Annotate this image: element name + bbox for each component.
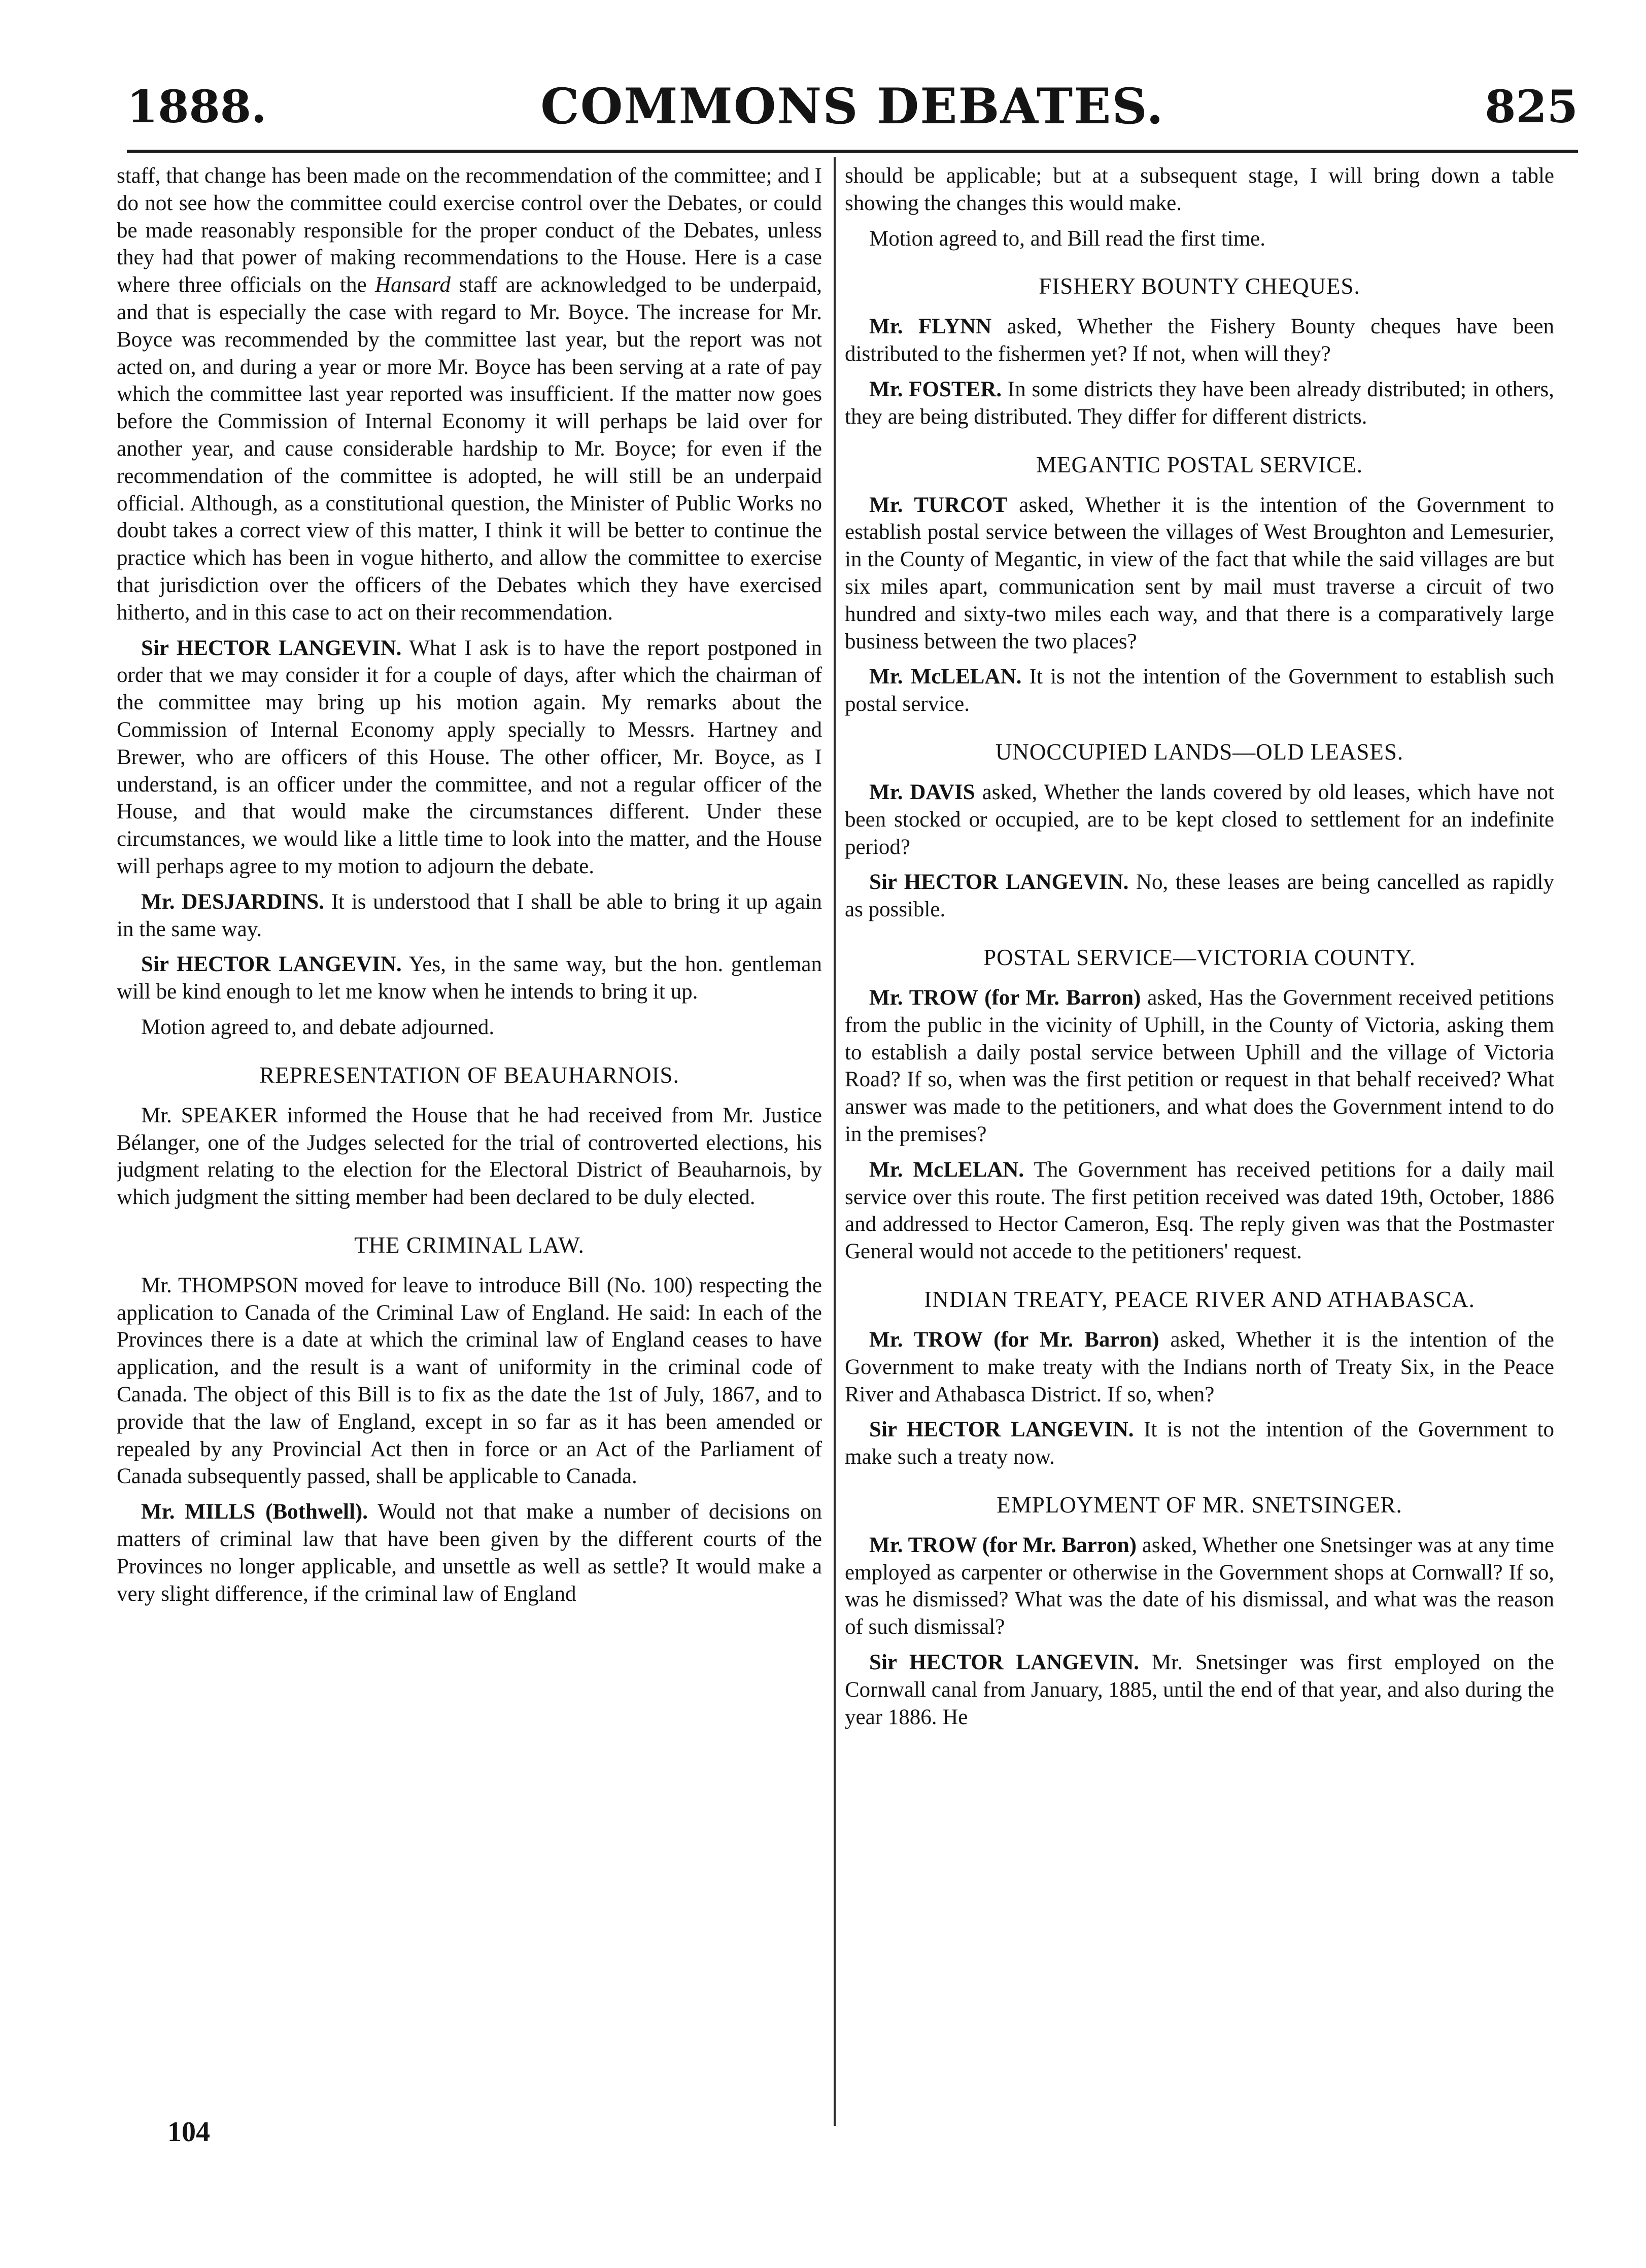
paragraph: should be applicable; but at a subsequent stage, I will bring down a table showing the changes this would make. bbox=[845, 164, 1554, 215]
paragraph: Mr. TURCOT asked, Whether it is the intention of the Government to establish postal service between the villages of West Broughton and Lemesurier, in the County of Megantic, in view of the fact that while the said villages are but six miles apart, communication sent by mail must traverse a circuit of two hundred and sixty-two miles each way, and that there is a comparatively large business between the two places? bbox=[845, 493, 1554, 654]
speaker-name: Mr. TROW (for Mr. Barron) bbox=[869, 985, 1141, 1010]
paragraph: Mr. DESJARDINS. It is understood that I shall be able to bring it up again in the same way. bbox=[117, 889, 822, 941]
paragraph: Mr. DAVIS asked, Whether the lands covered by old leases, which have not been stocked or occupied, are to be kept closed to settlement for an indefinite period? bbox=[845, 780, 1554, 859]
speaker-name: Sir HECTOR LANGEVIN. bbox=[141, 636, 402, 660]
paragraph: Sir HECTOR LANGEVIN. Mr. Snetsinger was first employed on the Cornwall canal from January, 1885, until the end of that year, and also during the year 1886. He bbox=[845, 1651, 1554, 1729]
speaker-name: Sir HECTOR LANGEVIN. bbox=[869, 870, 1129, 895]
speaker-name: Mr. MILLS (Bothwell). bbox=[141, 1500, 368, 1524]
speaker-name: Mr. TROW (for Mr. Barron) bbox=[869, 1327, 1159, 1352]
header-title: COMMONS DEBATES. bbox=[540, 78, 1164, 135]
paragraph: Mr. TROW (for Mr. Barron) asked, Whether it is the intention of the Government to make treaty with the Indians north of Treaty Six, in the Peace River and Athabasca District. If so, when? bbox=[845, 1327, 1554, 1406]
paragraph: Sir HECTOR LANGEVIN. What I ask is to have the report postponed in order that we may consider it for a couple of days, after which the chairman of the committee may bring up his motion again. My remarks about the Commission of Internal Economy apply specially to Messrs. Hartney and Brewer, who are officers of this House. The other officer, Mr. Boyce, as I understand, is an officer under the committee, and not a regular officer of the House, and that would make the circumstances different. Under these circumstances, we would like a little time to look into the matter, and the House will perhaps agree to my motion to adjourn the debate. bbox=[117, 636, 822, 878]
paragraph: Sir HECTOR LANGEVIN. Yes, in the same way, but the hon. gentleman will be kind enough to let me know when he intends to bring it up. bbox=[117, 952, 822, 1004]
signature-mark: 104 bbox=[167, 2116, 210, 2148]
speaker-name: Mr. McLELAN. bbox=[869, 665, 1022, 689]
section-heading: UNOCCUPIED LANDS—OLD LEASES. bbox=[995, 739, 1404, 765]
paragraph: Motion agreed to, and debate adjourned. bbox=[141, 1015, 495, 1039]
paragraph: Mr. MILLS (Bothwell). Would not that make a number of decisions on matters of criminal law that have been given by the different courts of the Provinces no longer applicable, and unsettle as well as settle? It would make a very slight difference, if the criminal law of England bbox=[117, 1500, 822, 1606]
speaker-name: Sir HECTOR LANGEVIN. bbox=[869, 1651, 1140, 1675]
speaker-name: Mr. McLELAN. bbox=[869, 1157, 1024, 1182]
right-column bbox=[845, 162, 1554, 2131]
paragraph: Sir HECTOR LANGEVIN. No, these leases are being cancelled as rapidly as possible. bbox=[845, 870, 1554, 922]
paragraph: Mr. TROW (for Mr. Barron) asked, Whether one Snetsinger was at any time employed as carpenter or otherwise in the Government shops at Cornwall? If so, was he dismissed? What was the date of his dismissal, and what was the reason of such dismissal? bbox=[845, 1533, 1554, 1639]
section-heading: REPRESENTATION OF BEAUHARNOIS. bbox=[259, 1062, 679, 1088]
speaker-name: Sir HECTOR LANGEVIN. bbox=[869, 1418, 1134, 1442]
page-header bbox=[127, 76, 1578, 137]
speaker-name: Mr. DESJARDINS. bbox=[141, 889, 324, 914]
speaker-name: Mr. TROW (for Mr. Barron) bbox=[869, 1533, 1137, 1557]
paragraph: Sir HECTOR LANGEVIN. It is not the intention of the Government to make such a treaty now. bbox=[845, 1418, 1554, 1469]
speaker-name: Mr. DAVIS bbox=[869, 780, 975, 804]
speaker-name: Sir HECTOR LANGEVIN. bbox=[141, 952, 402, 977]
paragraph: Motion agreed to, and Bill read the first time. bbox=[869, 226, 1265, 251]
paragraph: Mr. FLYNN asked, Whether the Fishery Bounty cheques have been distributed to the fishermen yet? If not, when will they? bbox=[845, 315, 1554, 366]
section-heading: FISHERY BOUNTY CHEQUES. bbox=[1039, 273, 1360, 299]
paragraph: Mr. TROW (for Mr. Barron) asked, Has the Government received petitions from the public in the vicinity of Uphill, in the County of Victoria, asking them to establish a daily postal service between Uphill and the village of Victoria Road? If so, when was the first petition or request in that behalf received? What answer was made to the petitioners, and what does the Government intend to do in the premises? bbox=[845, 985, 1554, 1146]
speaker-name: Mr. FLYNN bbox=[869, 315, 992, 339]
paragraph: Mr. McLELAN. It is not the intention of the Government to establish such postal service. bbox=[845, 665, 1554, 716]
paragraph: Mr. SPEAKER informed the House that he had received from Mr. Justice Bélanger, one of the Judges selected for the trial of controverted elections, his judgment relating to the election for the Electoral District of Beauharnois, by which judgment the sitting member had been declared to be duly elected. bbox=[117, 1103, 822, 1210]
speaker-name: Mr. TURCOT bbox=[869, 493, 1008, 517]
header-rule bbox=[127, 150, 1578, 153]
header-year: 1888. bbox=[127, 80, 267, 133]
italic-term: Hansard bbox=[375, 273, 451, 297]
section-heading: THE CRIMINAL LAW. bbox=[354, 1232, 585, 1258]
section-heading: EMPLOYMENT OF MR. SNETSINGER. bbox=[997, 1492, 1402, 1518]
speaker-name: Mr. FOSTER. bbox=[869, 377, 1002, 401]
section-heading: POSTAL SERVICE—VICTORIA COUNTY. bbox=[983, 944, 1416, 970]
header-page-number: 825 bbox=[1485, 80, 1578, 133]
paragraph: Mr. THOMPSON moved for leave to introduce Bill (No. 100) respecting the application to Canada of the Criminal Law of England. He said: In each of the Provinces there is a date at which the criminal law of England ceases to have application, and the result is a want of uniformity in the criminal code of Canada. The object of this Bill is to fix as the date the 1st of July, 1867, and to provide that the law of England, except in so far as it has been amended or repealed by any Provincial Act then in force or an Act of the Parliament of Canada subsequently passed, shall be applicable to Canada. bbox=[117, 1273, 822, 1489]
left-column bbox=[117, 162, 822, 2131]
paragraph: staff, that change has been made on the recommendation of the committee; and I do not see how the committee could exercise control over the Debates, or could be made reasonably responsible for the proper conduct of the Debates, unless they had that power of making recommendations to the House. Here is a case where three officials on the Hansard staff are acknowledged to be underpaid, and that is especially the case with regard to Mr. Boyce. The increase for Mr. Boyce was recommended by the committee last year, but the report was not acted on, and during a year or more Mr. Boyce has been serving at a rate of pay which the committee last year reported was insufficient. If the matter now goes before the Commission of Internal Economy it will perhaps be laid over for another year, and cause considerable hardship to Mr. Boyce; for even if the recommendation of the committee is adopted, he will still be an underpaid official. Although, as a constitutional question, the Minister of Public Works no doubt takes a correct view of this matter, I think it will be better to continue the practice which has been in vogue hitherto, and allow the committee to exercise that jurisdiction over the officers of the Debates which they have exercised hitherto, and in this case to act on their recommendation. bbox=[117, 164, 822, 625]
column-rule bbox=[834, 157, 836, 2126]
paragraph: Mr. FOSTER. In some districts they have been already distributed; in others, they are being distributed. They differ for different districts. bbox=[845, 377, 1554, 429]
section-heading: INDIAN TREATY, PEACE RIVER AND ATHABASCA. bbox=[924, 1286, 1475, 1312]
section-heading: MEGANTIC POSTAL SERVICE. bbox=[1036, 452, 1363, 477]
paragraph: Mr. McLELAN. The Government has received petitions for a daily mail service over this route. The first petition received was dated 19th, October, 1886 and addressed to Hector Cameron, Esq. The reply given was that the Postmaster General would not accede to the petitioners' request. bbox=[845, 1157, 1554, 1264]
